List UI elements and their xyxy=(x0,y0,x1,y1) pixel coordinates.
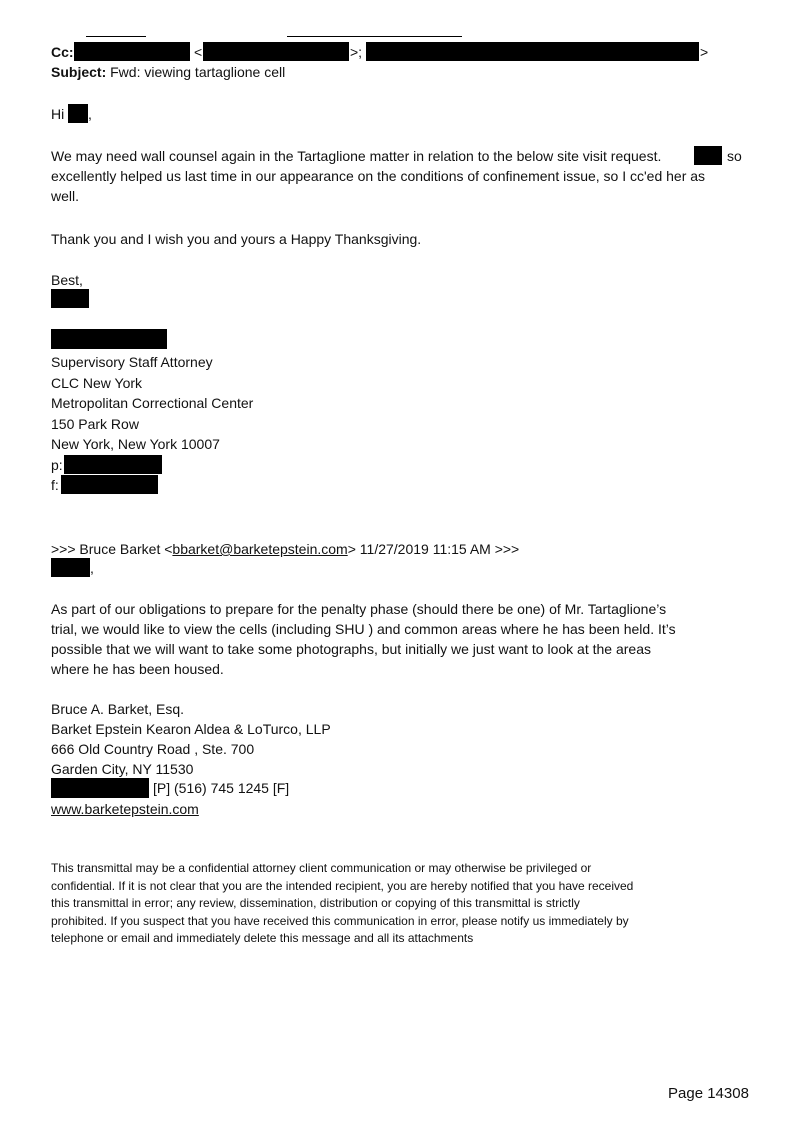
barket-signature-line: 666 Old Country Road , Ste. 700 xyxy=(51,741,255,757)
reply-para1-line3: well. xyxy=(51,188,80,204)
forward-body-line: As part of our obligations to prepare for the penalty phase (should there be one) of Mr. Tartaglione’s xyxy=(51,601,667,617)
subject-value: Fwd: viewing tartaglione cell xyxy=(110,64,286,80)
disclaimer-line: telephone or email and immediately delete this message and all its attachments xyxy=(51,931,474,945)
signature-line: 150 Park Row xyxy=(51,416,139,432)
subject-line xyxy=(51,62,285,82)
barket-signature-line: Barket Epstein Kearon Aldea & LoTurco, LLP xyxy=(51,721,331,737)
phone-label: p: xyxy=(51,457,63,473)
redacted-cc-second xyxy=(366,42,699,61)
cc-bracket-open: < xyxy=(194,44,203,60)
redacted-barket-phone xyxy=(51,778,149,798)
subject-label: Subject: xyxy=(51,64,107,80)
page-number: Page 14308 xyxy=(668,1085,749,1102)
reply-para1-line2: excellently helped us last time in our appearance on the conditions of confinement issue, so I cc'ed her as xyxy=(51,168,706,184)
signature-line: CLC New York xyxy=(51,375,143,391)
salutation-comma: , xyxy=(90,560,94,576)
redacted-colleague xyxy=(694,146,722,165)
forward-suffix: > 11/27/2019 11:15 AM >>> xyxy=(347,541,520,557)
redacted-cc-name xyxy=(74,42,190,61)
barket-phone-fax: [P] (516) 745 1245 [F] xyxy=(153,780,290,796)
redacted-recipient xyxy=(68,104,88,123)
signature-line: Supervisory Staff Attorney xyxy=(51,354,213,370)
redacted-phone xyxy=(64,455,162,474)
redacted-sender-fullname xyxy=(51,329,167,349)
reply-para1-line1-end: so xyxy=(727,148,742,164)
fax-label: f: xyxy=(51,477,59,493)
greeting-comma: , xyxy=(88,106,92,122)
cropped-header-line xyxy=(86,36,146,37)
forward-email-link[interactable]: bbarket@barketepstein.com xyxy=(172,541,348,557)
forward-header xyxy=(51,539,519,559)
signature-line: Metropolitan Correctional Center xyxy=(51,395,254,411)
forward-body-line: where he has been housed. xyxy=(51,661,224,677)
disclaimer-line: This transmittal may be a confidential attorney client communication or may otherwise be privileged or xyxy=(51,861,592,875)
disclaimer-line: this transmittal in error; any review, dissemination, distribution or copying of this transmittal is strictly xyxy=(51,896,580,910)
disclaimer-line: prohibited. If you suspect that you have received this communication in error, please notify us immediately by xyxy=(51,914,629,928)
cc-label: Cc: xyxy=(51,44,74,60)
disclaimer-line: confidential. If it is not clear that you are the intended recipient, you are hereby notified that you have received xyxy=(51,879,634,893)
redacted-sender-name xyxy=(51,289,89,308)
barket-website-link[interactable]: www.barketepstein.com xyxy=(51,801,199,817)
reply-para1-line1: We may need wall counsel again in the Tartaglione matter in relation to the below site visit request. xyxy=(51,148,662,164)
closing: Best, xyxy=(51,272,83,288)
redacted-fax xyxy=(61,475,158,494)
signature-line: New York, New York 10007 xyxy=(51,436,220,452)
reply-para2: Thank you and I wish you and yours a Happy Thanksgiving. xyxy=(51,231,422,247)
greeting: Hi xyxy=(51,106,65,122)
barket-signature-line: Garden City, NY 11530 xyxy=(51,761,194,777)
cropped-header-link xyxy=(287,36,462,37)
forward-prefix: >>> Bruce Barket < xyxy=(51,541,173,557)
forward-body-line: trial, we would like to view the cells (including SHU ) and common areas where he has been held. It’s xyxy=(51,621,676,637)
forward-body-line: possible that we will want to take some photographs, but initially we just want to look at the areas xyxy=(51,641,651,657)
redacted-cc-email xyxy=(203,42,349,61)
cc-bracket-close: > xyxy=(700,44,709,60)
cc-separator: >; xyxy=(350,44,363,60)
barket-signature-line: Bruce A. Barket, Esq. xyxy=(51,701,185,717)
redacted-salutation xyxy=(51,558,90,577)
